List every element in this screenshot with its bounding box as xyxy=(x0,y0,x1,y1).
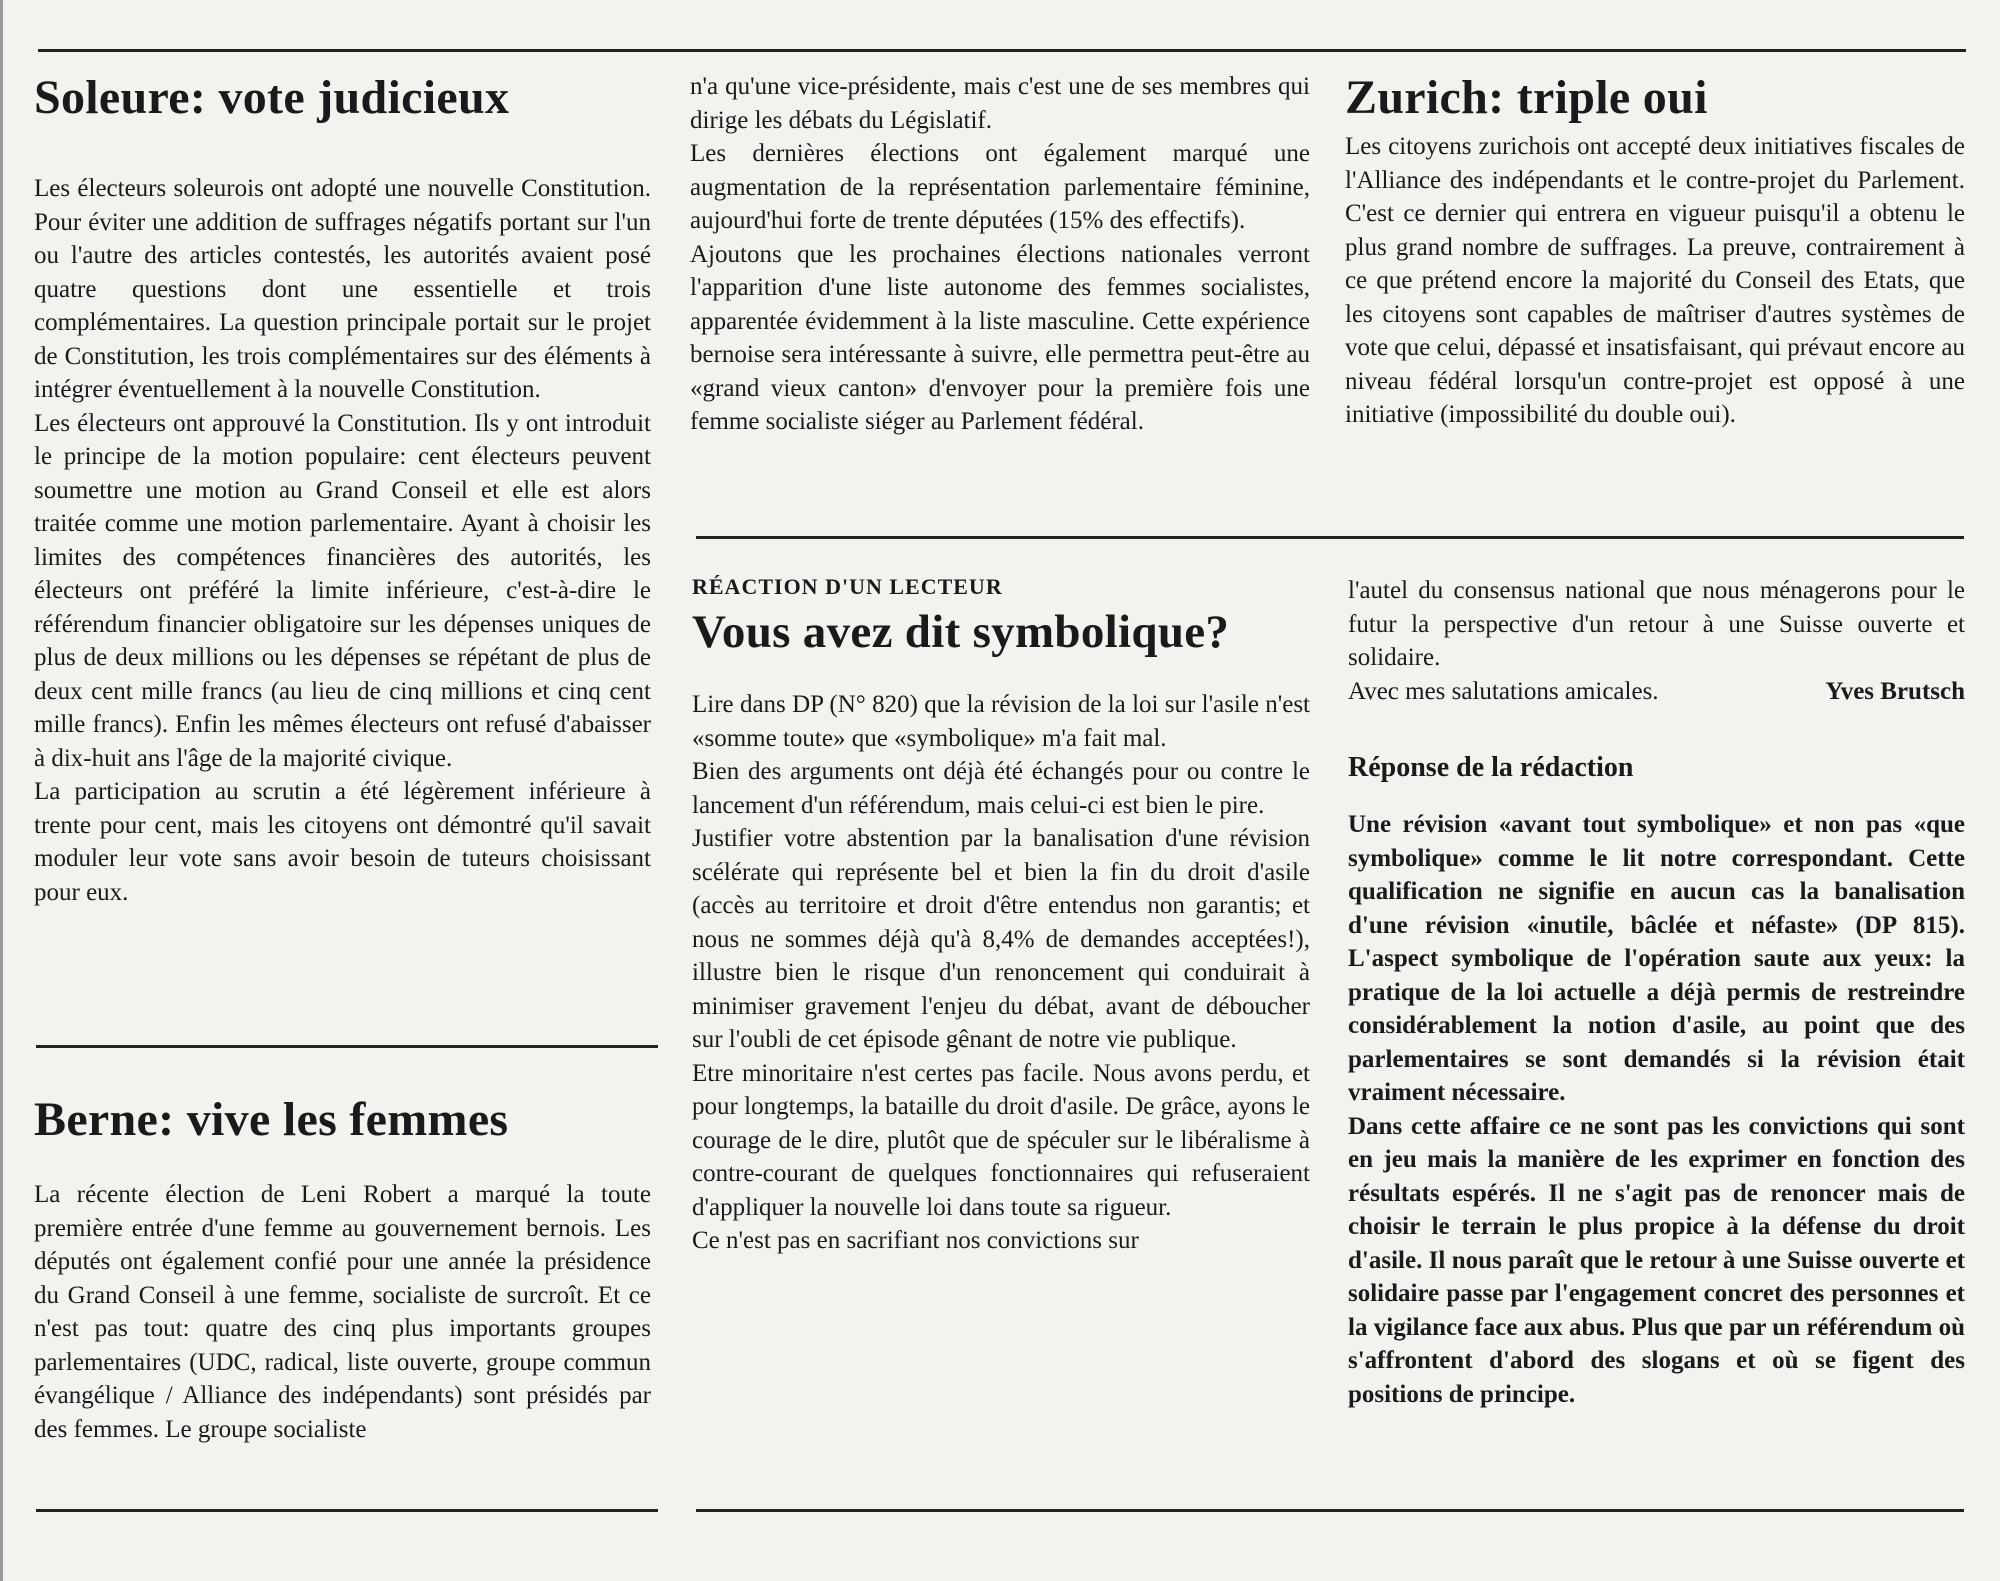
article-berne-continued xyxy=(690,70,1310,439)
section-kicker: RÉACTION D'UN LECTEUR xyxy=(692,574,1003,599)
closing-text: Avec mes salutations amicales. xyxy=(1348,677,1659,705)
paragraph: l'autel du consensus national que nous ménagerons pour le futur la perspective d'un retour à une Suisse ouverte et solidaire. xyxy=(1348,577,1965,671)
article-title: Soleure: vote judicieux xyxy=(34,71,510,124)
center-rule xyxy=(696,536,1964,539)
paragraph: n'a qu'une vice-présidente, mais c'est une de ses membres qui dirige les débats du Législatif. xyxy=(690,73,1310,134)
paragraph: Dans cette affaire ce ne sont pas les convictions qui sont en jeu mais la manière de les exprimer en fonction des résultats espérés. Il ne s'agit pas de renoncer mais de choisir le terrain le plus propice à la défense du droit d'asile. Il nous paraît que le retour à une Suisse ouverte et solidaire passe par l'engagement concret des personnes et la vigilance face aux abus. Plus que par un référendum où s'affrontent d'abord des slogans et où se figent des positions de principe. xyxy=(1348,1112,1965,1408)
paragraph: Les électeurs ont approuvé la Constitution. Ils y ont introduit le principe de la motion populaire: cent électeurs peuvent soumettre une motion au Grand Conseil et elle est alors traitée comme une motion parlementaire. Ayant à choisir les limites des compétences financières des autorités, les électeurs ont préféré la limite inférieure, c'est-à-dire le référendum financier obligatoire sur les dépenses uniques de plus de deux millions ou les dépenses se répétant de plus de deux cent mille francs (au lieu de cinq millions et cinq cent mille francs). Enfin les mêmes électeurs ont refusé d'abaisser à dix-huit ans l'âge de la majorité civique. xyxy=(34,409,651,772)
article-title: Vous avez dit symbolique? xyxy=(692,606,1230,658)
article-soleure xyxy=(34,72,651,909)
article-zurich xyxy=(1345,72,1965,432)
section-title: Réponse de la rédaction xyxy=(1348,752,1634,783)
article-berne xyxy=(34,1094,651,1446)
left-bottom-rule xyxy=(36,1509,658,1512)
paragraph: Ce n'est pas en sacrifiant nos convictions sur xyxy=(692,1227,1139,1254)
paragraph: La récente élection de Leni Robert a marqué la toute première entrée d'une femme au gouvernement bernois. Les députés ont également confié pour une année la présidence du Grand Conseil à une femme, socialiste de surcroît. Et ce n'est pas tout: quatre des cinq plus importants groupes parlementaires (UDC, radical, liste ouverte, groupe commun évangélique / Alliance des indépendants) sont présidés par des femmes. Le groupe socialiste xyxy=(34,1181,651,1443)
paragraph: Lire dans DP (N° 820) que la révision de la loi sur l'asile n'est «somme toute» que «symbolique» m'a fait mal. xyxy=(692,691,1310,752)
article-reponse xyxy=(1348,752,1965,1411)
paragraph: Bien des arguments ont déjà été échangés pour ou contre le lancement d'un référendum, mais celui-ci est bien le pire. xyxy=(692,758,1310,819)
article-letter xyxy=(692,574,1310,1258)
paragraph: Etre minoritaire n'est certes pas facile. Nous avons perdu, et pour longtemps, la bataille du droit d'asile. De grâce, ayons le courage de le dire, plutôt que de spéculer sur le libéralisme à contre-courant de quelques fonctionnaires qui refuseraient d'appliquer la nouvelle loi dans toute sa rigueur. xyxy=(692,1059,1310,1221)
paragraph: Une révision «avant tout symbolique» et non pas «que symbolique» comme le lit notre correspondant. Cette qualification ne signifie en aucun cas la banalisation d'une révision «inutile, bâclée et néfaste» (DP 815). L'aspect symbolique de l'opération saute aux yeux: la pratique de la loi actuelle a déjà permis de restreindre considérablement la notion d'asile, au point que des parlementaires se sont demandés si la révision était vraiment nécessaire. xyxy=(1348,811,1965,1106)
article-title: Berne: vive les femmes xyxy=(34,1093,509,1146)
signature-row xyxy=(1348,675,1965,709)
left-mid-rule xyxy=(36,1045,658,1048)
paragraph: Les citoyens zurichois ont accepté deux initiatives fiscales de l'Alliance des indépendants et le contre-projet du Parlement. C'est ce dernier qui entrera en vigueur puisqu'il a obtenu le plus grand nombre de suffrages. La preuve, contrairement à ce que prétend encore la majorité du Conseil des Etats, que les citoyens sont capables de maîtriser d'autres systèmes de vote que celui, dépassé et insatisfaisant, qui prévaut encore au niveau fédéral lorsqu'un contre-projet est opposé à une initiative (impossibilité du double oui). xyxy=(1345,133,1965,428)
paragraph: Les électeurs soleurois ont adopté une nouvelle Constitution. Pour éviter une addition de suffrages négatifs portant sur l'un ou l'autre des articles contestés, les autorités avaient posé quatre questions dont une essentielle et trois complémentaires. La question principale portait sur le projet de Constitution, les trois complémentaires sur des éléments à intégrer éventuellement à la nouvelle Constitution. xyxy=(34,175,651,403)
paragraph: Les dernières élections ont également marqué une augmentation de la représentation parlementaire féminine, aujourd'hui forte de trente députées (15% des effectifs). xyxy=(690,140,1310,234)
article-letter-continued xyxy=(1348,574,1965,708)
article-title: Zurich: triple oui xyxy=(1345,71,1708,124)
page-edge xyxy=(0,0,3,1581)
right-bottom-rule xyxy=(696,1509,1964,1512)
paragraph: La participation au scrutin a été légèrement inférieure à trente pour cent, mais les citoyens ont démontré qu'il savait moduler leur vote sans avoir besoin de tuteurs choisissant pour eux. xyxy=(34,778,651,906)
paragraph: Ajoutons que les prochaines élections nationales verront l'apparition d'une liste autonome des femmes socialistes, apparentée évidemment à la liste masculine. Cette expérience bernoise sera intéressante à suivre, elle permettra peut-être au «grand vieux canton» d'envoyer pour la première fois une femme socialiste siéger au Parlement fédéral. xyxy=(690,240,1310,435)
signature: Yves Brutsch xyxy=(1825,677,1965,705)
top-rule xyxy=(38,49,1966,52)
paragraph: Justifier votre abstention par la banalisation d'une révision scélérate qui représente bel et bien la fin du droit d'asile (accès au territoire et droit d'être entendus non garantis; et nous ne sommes déjà qu'à 8,4% de demandes acceptées!), illustre bien le risque d'un renoncement qui conduirait à minimiser gravement l'enjeu du débat, avant de déboucher sur l'oubli de cet épisode gênant de notre vie publique. xyxy=(692,825,1310,1053)
